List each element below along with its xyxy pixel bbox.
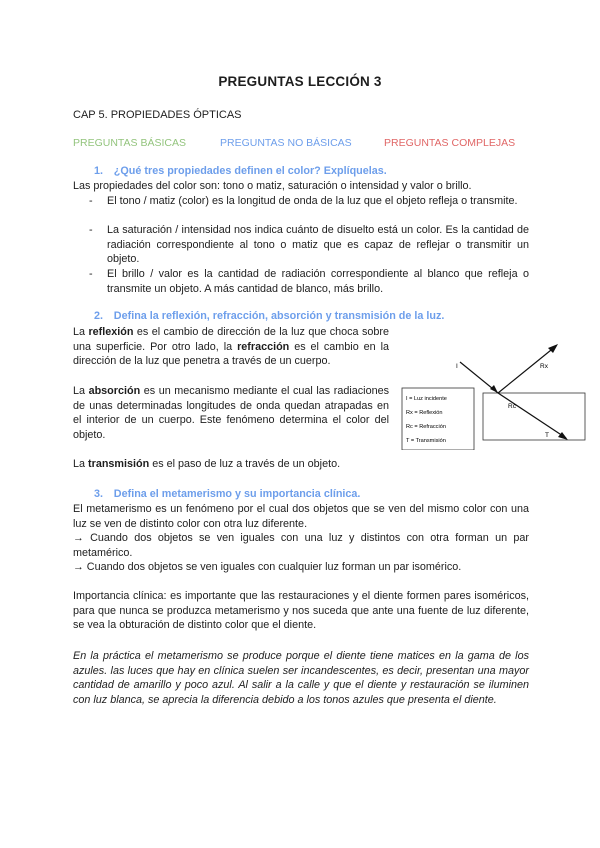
bullet-dash: -: [89, 195, 93, 207]
level-non-basic-label: PREGUNTAS NO BÁSICAS: [220, 137, 352, 149]
question-3-heading: 3. Defina el metamerismo y su importancia clínica.: [94, 488, 361, 500]
q1-bullet: [89, 223, 529, 267]
refracted-ray: [498, 393, 566, 438]
incident-arrowhead: [490, 385, 498, 393]
legend-item: Rc = Refracción: [406, 424, 446, 430]
chapter-heading: CAP 5. PROPIEDADES ÓPTICAS: [73, 109, 242, 121]
light-behavior-diagram: [398, 340, 588, 450]
term-transmision: transmisión: [88, 458, 150, 470]
term-reflexion: reflexión: [88, 326, 134, 338]
q3-isomeric-pair: → Cuando dos objetos se ven iguales con cualquier luz forman un par isomérico.: [73, 561, 462, 573]
legend-item: I = Luz incidente: [406, 396, 447, 402]
page-title: PREGUNTAS LECCIÓN 3: [218, 74, 382, 89]
q1-intro: Las propiedades del color son: tono o matiz, saturación o intensidad y valor o brillo.: [73, 180, 472, 192]
question-1-heading: 1. ¿Qué tres propiedades definen el color? Explíquelas.: [94, 165, 387, 177]
bullet-dash: -: [89, 224, 93, 236]
label-reflected: Rx: [540, 363, 548, 370]
q2-transmission-paragraph: La transmisión es el paso de luz a través de un objeto.: [73, 458, 341, 470]
q1-bullet-text: El tono / matiz (color) es la longitud de onda de la luz que el objeto refleja o transmite.: [107, 195, 518, 207]
q1-bullet-text: El brillo / valor es la cantidad de radiación correspondiente al blanco que refleja o transmite un objeto. A más cantidad de blanco, más brillo.: [107, 268, 529, 295]
legend-item: T = Transmisión: [406, 438, 446, 444]
question-2-heading: 2. Defina la reflexión, refracción, absorción y transmisión de la luz.: [94, 310, 445, 322]
level-basic-label: PREGUNTAS BÁSICAS: [73, 137, 186, 149]
term-absorcion: absorción: [88, 385, 141, 397]
label-transmitted: T: [545, 432, 549, 439]
legend-item: Rx = Reflexión: [406, 410, 443, 416]
q2-absorption-paragraph: La absorción es un mecanismo mediante el cual las radiaciones de unas determinadas longitudes de onda quedan atrapadas en el interior de un cuerpo. Este fenómeno determina el color del objeto.: [73, 385, 389, 441]
bullet-dash: -: [89, 268, 93, 280]
label-refracted: Rc: [508, 403, 516, 410]
term-refraccion: refracción: [237, 340, 290, 353]
q3-practice-note: En la práctica el metamerismo se produce porque el diente tiene matices en la gama de los azules. las luces que hay en clínica suelen ser incandescentes, es decir, presentan una mayor cantidad de amarillo y poco azul. Al salir a la calle y que el diente y restauración se iluminen con luz blanca, se aprecia la diferencia debido a los tonos azules que presenta el diente.: [73, 650, 529, 706]
q1-bullet: [89, 194, 529, 224]
level-complex-label: PREGUNTAS COMPLEJAS: [384, 137, 516, 149]
q2-reflection-paragraph: La reflexión es el cambio de dirección de la luz que choca sobre una superficie. Por otro lado, la refracción es el cambio en la dirección de la luz que penetra a través de un cuerpo.: [73, 326, 389, 368]
q3-definition: El metamerismo es un fenómeno por el cual dos objetos que se ven del mismo color con una luz se ven de distinto color con otra luz diferente.: [73, 503, 529, 530]
q3-clinical-importance: Importancia clínica: es importante que las restauraciones y el diente formen pares isoméricos, para que nunca se produzca metamerismo y nos suceda que ante una fuente de luz diferente, se vea la obturación de distinto color que el diente.: [73, 590, 529, 632]
q1-bullet-text: La saturación / intensidad nos indica cuánto de disuelto está un color. Es la cantidad de radiación correspondiente al tono o matiz que es capaz de reflejar o transmitir un objeto.: [107, 224, 529, 266]
q3-metameric-pair: → Cuando dos objetos se ven iguales con una luz y distintos con otra forman un par metamérico.: [73, 532, 529, 559]
q1-bullet: [89, 267, 529, 297]
label-incident: I: [456, 363, 458, 370]
